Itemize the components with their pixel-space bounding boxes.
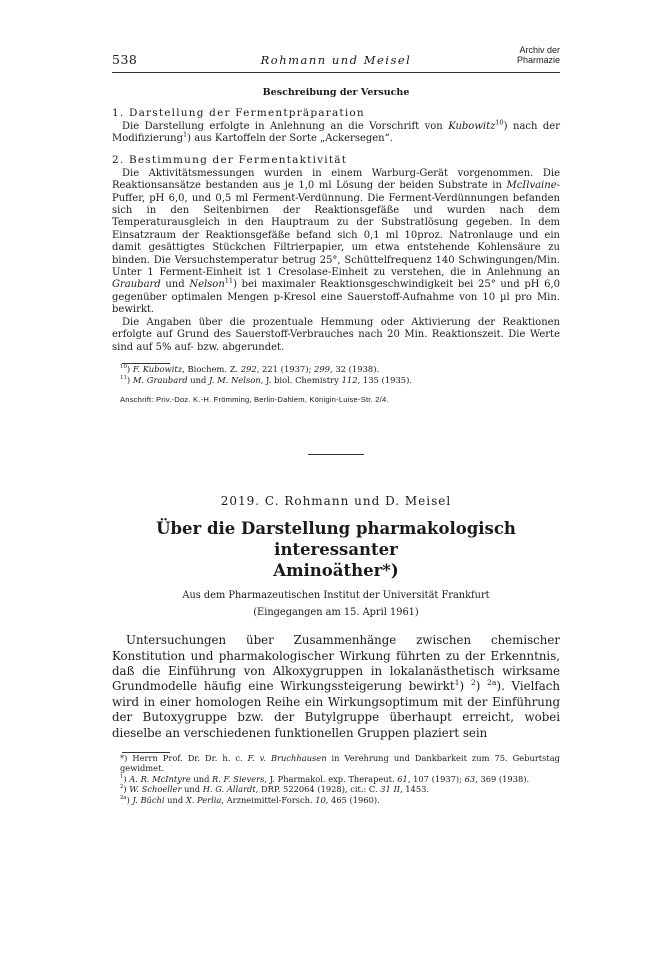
running-head: [112, 42, 560, 70]
author-name: Graubard: [112, 279, 161, 291]
author-name: Kubowitz: [448, 121, 496, 132]
text: , 369 (1938).: [475, 773, 530, 784]
text: , 32 (1938).: [330, 363, 380, 374]
volume: 112: [341, 374, 358, 385]
text: ) bei maximaler Reaktionsgeschwindigkeit bei 25° und pH 6,0 gegenüber optimalen Mengen p-Kresol eine Sauerstoff-Aufnahme von 10 µl pro Min. bewirkt.: [112, 279, 561, 316]
text: , J. Pharmakol. exp. Therapeut.: [264, 773, 398, 784]
footnote-num: 10: [120, 364, 127, 371]
text: , J. biol. Chemistry: [260, 374, 342, 385]
footnote-num: 1: [120, 773, 124, 780]
heading-1: 1. Darstellung der Fermentpräparation: [112, 107, 365, 119]
author-name: J. M. Nelson: [209, 374, 261, 385]
footnote-11: $^{11}$) M. Graubard und J. M. Nelson, J. biol. Chemistry 112, 135 (1935).: [120, 374, 413, 385]
text: und: [187, 374, 210, 385]
text: und: [181, 784, 203, 795]
text: , 221 (1937);: [256, 363, 315, 374]
text: ) aus Kartoffeln der Sorte „Ackersegen“.: [187, 133, 393, 145]
author-name: J. Büchi: [132, 794, 165, 805]
text: . Vielfach wird in einer homologen Reihe ein Wirkungsoptimum mit der Einführung der Butoxygruppe bzw. der Butylgruppe überhaupt erreicht, wobei dieselbe an verschiedenen funktionellen Gruppen plaziert sein: [112, 679, 560, 740]
ref-marker: 2: [470, 678, 476, 688]
text: , DRP. 522064 (1928), cit.: C.: [255, 784, 381, 795]
volume: 31 II: [380, 784, 400, 795]
text: , 1453.: [400, 784, 430, 795]
author-name: H. G. Allardt: [202, 784, 256, 795]
header-rule: [112, 72, 560, 73]
author-name: F. Kubowitz: [132, 363, 183, 374]
article-number-authors: 2019. C. Rohmann und D. Meisel: [220, 494, 452, 509]
volume: 10: [315, 794, 326, 805]
footnotes-bottom: [112, 752, 560, 805]
footnote-2: $^2$) W. Schoeller und H. G. Allardt, DRP. 522064 (1928), cit.: C. 31 II, 1453.: [120, 784, 430, 795]
text: , Arzneimittel-Forsch.: [221, 794, 316, 805]
journal-line-2: Pharmazie: [516, 55, 560, 65]
ref-marker: 10: [495, 118, 504, 127]
volume: 61: [397, 773, 408, 784]
title-line-2: Aminoäther*): [273, 561, 399, 581]
ref-marker: 11: [224, 277, 234, 286]
heading-2: 2. Bestimmung der Fermentaktivität: [112, 153, 348, 166]
footnote-1: $^1$) A. R. McIntyre und R. F. Sievers, J. Pharmakol. exp. Therapeut. 61, 107 (1937); 63, 369 (1938).: [120, 773, 530, 784]
author-name: W. Schoeller: [129, 784, 182, 795]
paragraph-1: [112, 118, 560, 146]
text: *) Herrn Prof. Dr. Dr. h. c.: [120, 752, 248, 763]
text: , 465 (1960).: [325, 794, 380, 805]
footnote-num: 11: [120, 374, 127, 381]
text: und: [160, 279, 190, 291]
person-name: F. v. Bruchhausen: [247, 752, 327, 763]
page-number: 538: [112, 52, 138, 67]
author-name: X. Perlia: [185, 794, 222, 805]
text: -Puffer, pH 6,0, und 0,5 ml Ferment-Verdünnung. Die Ferment-Verdünnungen befanden sich in den Seitenbirnen der Reaktionsgefäße und wurden nach dem Temperaturausgleich in den Hauptraum zu der Substratlösung gegeben. In dem Einsatzraum der Reaktionsgefäße befand sich 0,1 ml 10proz. Natronlauge und ein damit gesättigtes Stückchen Filtrierpapier, um etwa entstehende Kohlensäure zu binden. Die Versuchstemperatur betrug 25°, Schüttelfrequenz 140 Schwingungen/Min. Unter 1 Ferment-Einheit ist 1 Cresolase-Einheit zu verstehen, die in Anlehnung an: [112, 180, 560, 279]
institute: Aus dem Pharmazeutischen Institut der Universität Frankfurt: [182, 590, 490, 602]
section-title: Beschreibung der Versuche: [262, 87, 410, 98]
footnote-star: [120, 753, 560, 774]
lead-paragraph: Untersuchungen über Zusammenhänge zwischen chemischer Konstitution und pharmakologischer Wirkung führten zu der Erkenntnis, daß die Einführung von Alkoxygruppen in lokalanästhetisch wirksame Grundmodelle häufig eine Wirkungssteigerung bewirkt$^1$) $^2$) $^{2a}$). Vielfach wird in einer homologen Reihe ein Wirkungsoptimum mit der Einführung der Butoxygruppe bzw. der Butylgruppe überhaupt erreicht, wobei dieselbe an verschiedenen funktionellen Gruppen plaziert sein: [112, 633, 560, 740]
received-date: (Eingegangen am 15. April 1961): [253, 607, 419, 619]
text: , Biochem. Z.: [182, 363, 241, 374]
footnote-num: 2a: [120, 794, 127, 801]
journal-name: [517, 45, 560, 65]
ref-marker: 2a: [487, 678, 497, 688]
ref-marker: 1: [182, 131, 188, 140]
author-name: A. R. McIntyre: [129, 773, 191, 784]
author-name: M. Graubard: [132, 374, 188, 385]
footnote-2a: $^{2a}$) J. Büchi und X. Perlia, Arzneimittel-Forsch. 10, 465 (1960).: [120, 794, 380, 805]
text: , 135 (1935).: [357, 374, 413, 385]
paragraph-3: Die Angaben über die prozentuale Hemmung oder Aktivierung der Reaktionen erfolgte auf Grund des Sauerstoff-Verbrauches nach 20 Min. Reaktionszeit. Die Werte sind auf 5% auf- bzw. abgerundet.: [112, 316, 560, 353]
running-title: Rohmann und Meisel: [260, 53, 412, 67]
text: und: [190, 773, 213, 784]
text: , 107 (1937);: [407, 773, 465, 784]
article-title: [112, 518, 560, 581]
volume: 292: [240, 363, 257, 374]
text: Die Darstellung erfolgte in Anlehnung an die Vorschrift von: [122, 121, 449, 132]
page: [112, 42, 560, 805]
journal-line-1: Archiv der: [519, 45, 560, 55]
address-line: Anschrift: Priv.-Doz. K.-H. Frömming, Berlin-Dahlem, Königin-Luise-Str. 2/4.: [120, 395, 389, 405]
title-line-1: Über die Darstellung pharmakologisch interessanter: [156, 519, 516, 560]
text: Die Aktivitätsmessungen wurden in einem Warburg-Gerät vorgenommen. Die Reaktionsansätze bestanden aus je 1,0 ml Lösung der beiden Substrate in: [112, 167, 560, 192]
footnote-10: $^{10}$) F. Kubowitz, Biochem. Z. 292, 221 (1937); 299, 32 (1938).: [120, 363, 380, 374]
article-separator: [308, 454, 364, 455]
author-name: Nelson: [189, 279, 225, 291]
footnotes-top: [112, 363, 560, 385]
ref-marker: 1: [454, 678, 460, 688]
text: Untersuchungen über Zusammenhänge zwischen chemischer Konstitution und pharmakologischer Wirkung führten zu der Erkenntnis, daß die Einführung von Alkoxygruppen in lokalanästhetisch wirksame Grundmodelle häufig eine Wirkungssteigerung bewirkt: [112, 633, 560, 694]
text: in Verehrung und Dankbarkeit zum 75. Geburtstag gewidmet.: [120, 752, 560, 774]
text: und: [164, 794, 186, 805]
buffer-name: McIlvaine: [506, 180, 557, 192]
paragraph-2: [112, 168, 560, 317]
author-name: R. F. Sievers: [212, 773, 265, 784]
text: ) nach der Modifizierung: [112, 121, 560, 145]
volume: 299: [314, 363, 331, 374]
footnote-num: 2: [120, 784, 124, 791]
volume: 63: [464, 773, 476, 784]
